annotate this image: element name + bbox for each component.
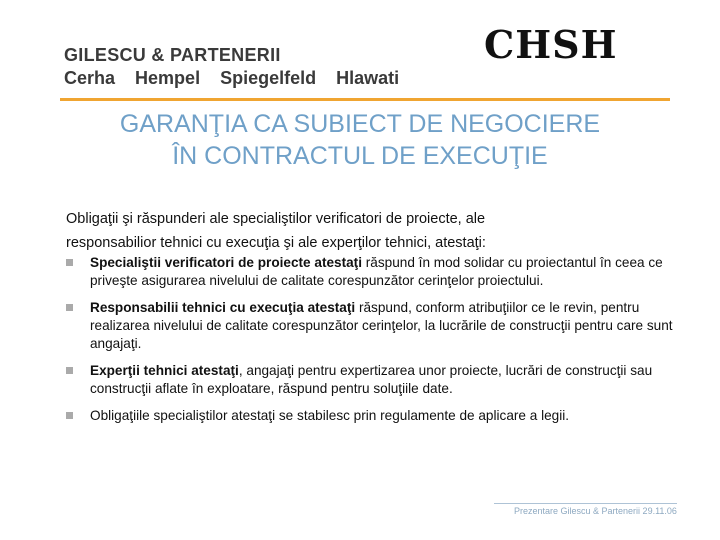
bullet-text: , angajaţi pentru expertizarea unor proiecte, lucrări de construcţii sau construcţii aflate în exploatare, răspund pentru soluţiile date. [90,363,653,396]
bullet-item [66,362,681,398]
partner-name: Cerha [64,68,116,88]
square-bullet-icon [66,304,73,311]
partners-line [64,66,414,90]
partner-name: Spiegelfeld [220,68,317,88]
intro-text [66,207,676,255]
bullet-item [66,407,681,425]
header-divider [60,98,670,101]
intro-line: responsabilior tehnici cu execuţia şi ale experţilor tehnici, atestaţi: [66,235,486,251]
bullet-item [66,299,681,353]
partner-name: Hempel [135,68,201,88]
footer-text: Prezentare Gilescu & Partenerii 29.11.06 [514,506,677,516]
footer-divider [494,503,677,504]
firm-logo [64,44,414,90]
bullet-bold: Responsabilii tehnici cu execuţia atestaţi [90,300,356,315]
square-bullet-icon [66,367,73,374]
chsh-logo: CHSH [484,22,618,67]
title-line: ÎN CONTRACTUL DE EXECUŢIE [172,142,548,170]
square-bullet-icon [66,259,73,266]
slide-title [40,108,680,172]
partner-name: Hlawati [336,68,400,88]
bullet-text: Obligaţiile specialiştilor atestaţi se stabilesc prin regulamente de aplicare a legii. [90,408,570,423]
bullet-bold: Specialiştii verificatori de proiecte atestaţi [90,255,362,270]
bullet-text: răspund în mod solidar cu proiectantul în ceea ce priveşte asigurarea nivelului de calitate corespunzător cerinţelor proiectului. [90,255,663,288]
bullet-list [66,254,681,434]
title-line: GARANŢIA CA SUBIECT DE NEGOCIERE [119,110,601,138]
intro-line: Obligaţii şi răspunderi ale specialiştilor verificatori de proiecte, ale [66,211,486,227]
square-bullet-icon [66,412,73,419]
bullet-text: răspund, conform atribuţiilor ce le revin, pentru realizarea nivelului de calitate corespunzător cerinţelor, la lucrările de construcţii pentru care sunt angajaţi. [90,300,673,351]
bullet-bold: Experţii tehnici atestaţi [90,363,239,378]
bullet-item [66,254,681,290]
firm-name: GILESCU & PARTENERII [64,45,281,65]
